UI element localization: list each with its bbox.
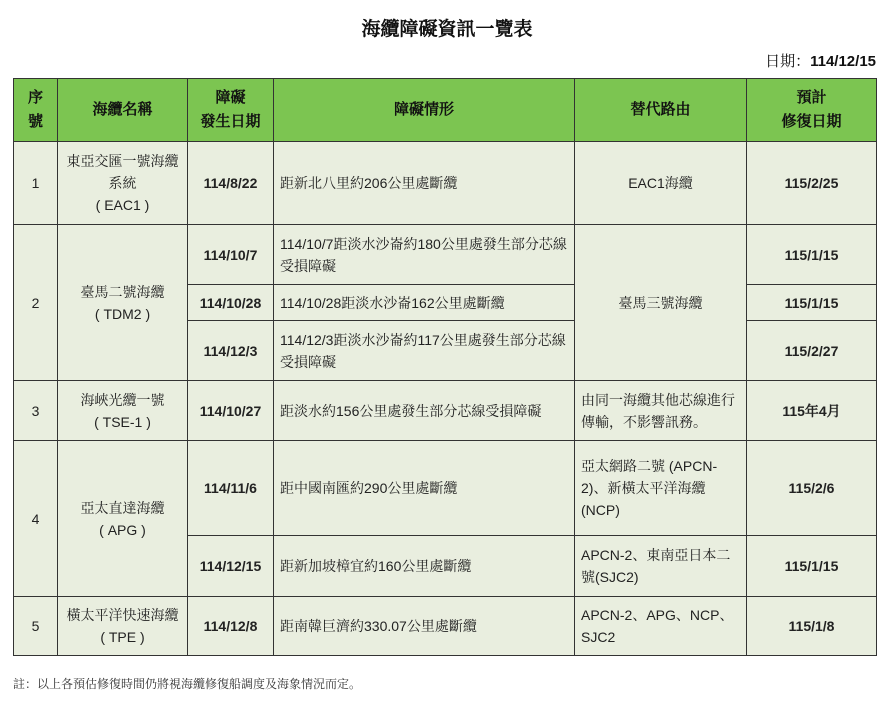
route-cell: APCN-2、APG、NCP、SJC2 — [575, 597, 747, 656]
table-row — [14, 381, 877, 441]
situation-cell: 距新北八里約206公里處斷纜 — [274, 142, 575, 225]
header-repair: 預計 修復日期 — [747, 79, 877, 142]
name-cell: 亞太直達海纜 ( APG ) — [58, 441, 188, 597]
repair-cell: 115/1/15 — [747, 536, 877, 597]
table-row — [14, 225, 877, 285]
table-row — [14, 597, 877, 656]
name-cell: 東亞交匯一號海纜 系統 ( EAC1 ) — [58, 142, 188, 225]
table-row — [14, 142, 877, 225]
header-situation: 障礙情形 — [274, 79, 575, 142]
repair-cell: 115年4月 — [747, 381, 877, 441]
route-cell: APCN-2、東南亞日本二號(SJC2) — [575, 536, 747, 597]
name-cell: 橫太平洋快速海纜 ( TPE ) — [58, 597, 188, 656]
seq-cell: 1 — [14, 142, 58, 225]
date-cell: 114/10/7 — [188, 225, 274, 285]
date-cell: 114/10/28 — [188, 285, 274, 321]
table-row — [14, 441, 877, 536]
situation-cell: 114/12/3距淡水沙崙約117公里處發生部分芯線受損障礙 — [274, 321, 575, 381]
seq-cell: 5 — [14, 597, 58, 656]
date-cell: 114/10/27 — [188, 381, 274, 441]
route-cell: 由同一海纜其他芯線進行傳輸，不影響訊務。 — [575, 381, 747, 441]
name-cell: 海峽光纜一號 ( TSE-1 ) — [58, 381, 188, 441]
page-title: 海纜障礙資訊一覽表 — [361, 19, 533, 40]
repair-cell: 115/2/25 — [747, 142, 877, 225]
date-label: 日期： — [765, 53, 811, 70]
cable-fault-table — [13, 78, 877, 656]
header-name: 海纜名稱 — [58, 79, 188, 142]
seq-cell: 4 — [14, 441, 58, 597]
date-cell: 114/11/6 — [188, 441, 274, 536]
header-route: 替代路由 — [575, 79, 747, 142]
repair-cell: 115/1/8 — [747, 597, 877, 656]
route-cell: 臺馬三號海纜 — [575, 225, 747, 381]
header-seq: 序 號 — [14, 79, 58, 142]
repair-cell: 115/2/6 — [747, 441, 877, 536]
situation-cell: 距南韓巨濟約330.07公里處斷纜 — [274, 597, 575, 656]
route-cell: EAC1海纜 — [575, 142, 747, 225]
repair-cell: 115/1/15 — [747, 225, 877, 285]
date-value: 114/12/15 — [810, 53, 876, 70]
seq-cell: 3 — [14, 381, 58, 441]
situation-cell: 114/10/7距淡水沙崙約180公里處發生部分芯線受損障礙 — [274, 225, 575, 285]
seq-cell: 2 — [14, 225, 58, 381]
situation-cell: 距淡水約156公里處發生部分芯線受損障礙 — [274, 381, 575, 441]
repair-cell: 115/1/15 — [747, 285, 877, 321]
repair-cell: 115/2/27 — [747, 321, 877, 381]
table-header — [14, 79, 877, 142]
header-date: 障礙 發生日期 — [188, 79, 274, 142]
route-cell: 亞太網路二號 (APCN-2)、新橫太平洋海纜(NCP) — [575, 441, 747, 536]
date-cell: 114/12/3 — [188, 321, 274, 381]
situation-cell: 114/10/28距淡水沙崙162公里處斷纜 — [274, 285, 575, 321]
footnote: 註：以上各預估修復時間仍將視海纜修復船調度及海象情況而定。 — [13, 677, 362, 691]
situation-cell: 距新加坡樟宜約160公里處斷纜 — [274, 536, 575, 597]
name-cell: 臺馬二號海纜 ( TDM2 ) — [58, 225, 188, 381]
date-cell: 114/12/8 — [188, 597, 274, 656]
situation-cell: 距中國南匯約290公里處斷纜 — [274, 441, 575, 536]
report-date — [765, 50, 876, 71]
date-cell: 114/12/15 — [188, 536, 274, 597]
date-cell: 114/8/22 — [188, 142, 274, 225]
